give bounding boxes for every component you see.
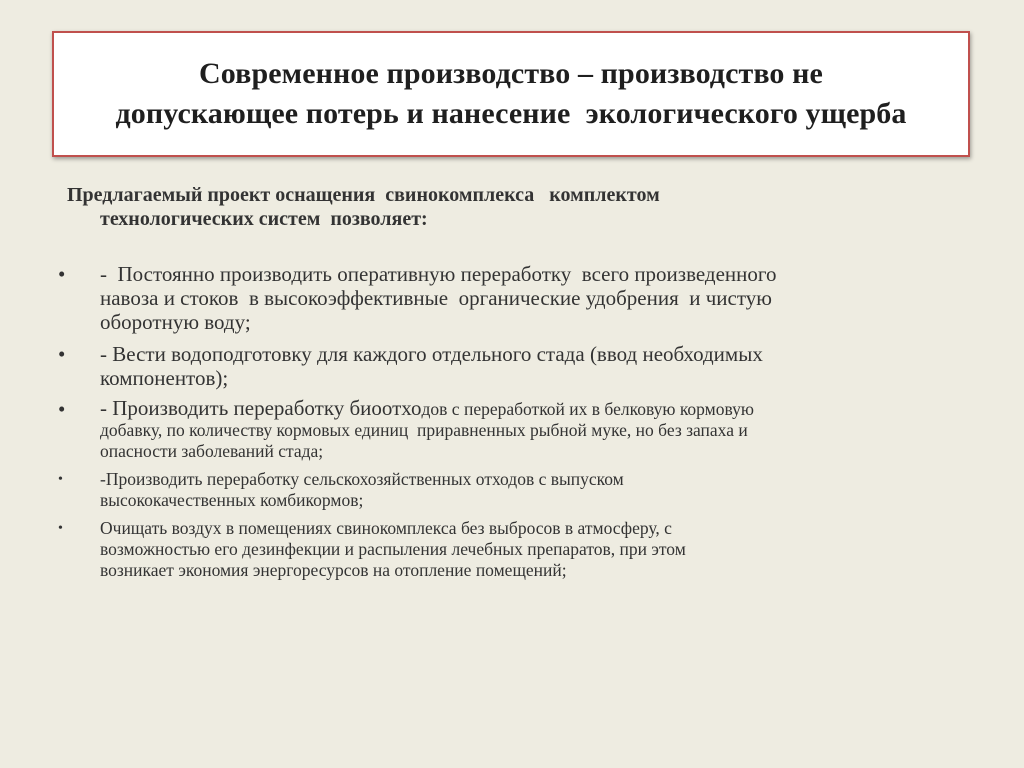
bullet-line: - Вести водоподготовку для каждого отдельного стада (ввод необходимых <box>100 342 763 366</box>
intro-line-2: технологических систем позволяет: <box>100 208 428 230</box>
bullet-item-3 <box>58 398 958 462</box>
slide-title-line-2: допускающее потерь и нанесение экологического ущерба <box>115 97 907 130</box>
bullet-line: возникает экономия энергоресурсов на отопление помещений; <box>100 560 567 580</box>
bullet-list <box>58 262 958 581</box>
bullet-icon: • <box>58 262 66 286</box>
slide-title-line-1: Современное производство – производство не <box>199 57 823 90</box>
bullet-text <box>100 518 958 581</box>
bullet-icon: • <box>58 342 66 366</box>
bullet-item-4 <box>58 469 958 511</box>
bullet-icon: • <box>58 472 63 487</box>
bullet-line: навоза и стоков в высокоэффективные органические удобрения и чистую <box>100 286 772 310</box>
bullet-item-5 <box>58 518 958 581</box>
bullet-line: высококачественных комбикормов; <box>100 490 364 510</box>
slide-title <box>116 54 907 134</box>
intro-line-1: Предлагаемый проект оснащения свинокомплекса комплектом <box>67 184 660 206</box>
bullet-line: оборотную воду; <box>100 310 251 334</box>
bullet-line <box>100 398 958 420</box>
bullet-text <box>100 469 958 511</box>
bullet-text <box>100 398 958 462</box>
intro-paragraph <box>67 183 927 231</box>
bullet-item-2 <box>58 342 958 390</box>
bullet-line: компонентов); <box>100 366 229 390</box>
bullet-text <box>100 342 958 390</box>
bullet-text <box>100 262 958 334</box>
bullet-lead-text: - Производить переработку биоотхо <box>100 396 422 420</box>
bullet-item-1 <box>58 262 958 334</box>
bullet-icon: • <box>58 521 63 536</box>
bullet-line: опасности заболеваний стада; <box>100 441 324 461</box>
bullet-line-rest: дов с переработкой их в белковую кормовую <box>421 399 754 419</box>
bullet-icon: • <box>58 397 66 421</box>
bullet-line: добавку, по количеству кормовых единиц приравненных рыбной муке, но без запаха и <box>100 420 748 440</box>
bullet-line: возможностью его дезинфекции и распыления лечебных препаратов, при этом <box>100 539 686 559</box>
title-box <box>52 31 970 157</box>
bullet-line: Очищать воздух в помещениях свинокомплекса без выбросов в атмосферу, с <box>100 518 672 538</box>
bullet-line: - Постоянно производить оперативную переработку всего произведенного <box>100 262 777 286</box>
bullet-line: -Производить переработку сельскохозяйственных отходов с выпуском <box>100 469 624 489</box>
